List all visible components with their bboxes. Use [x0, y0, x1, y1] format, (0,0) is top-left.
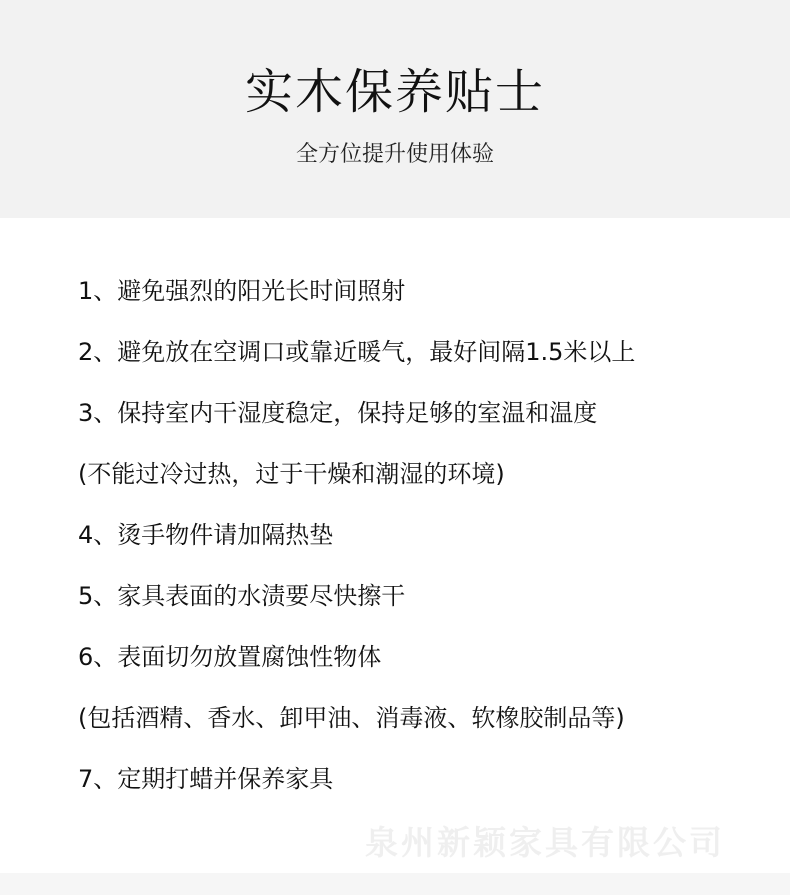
page-title: 实木保养贴士: [244, 64, 545, 120]
tip-item-4: 4、烫手物件请加隔热垫: [78, 521, 334, 549]
tip-item-2: 2、避免放在空调口或靠近暖气，最好间隔1.5米以上: [78, 338, 636, 366]
tip-item-6: 6、表面切勿放置腐蚀性物体: [78, 643, 382, 671]
tip-item-6-note: (包括酒精、香水、卸甲油、消毒液、软橡胶制品等): [78, 704, 625, 732]
tip-item-7: 7、定期打蜡并保养家具: [78, 765, 334, 793]
tip-item-3-note: (不能过冷过热，过于干燥和潮湿的环境): [78, 460, 505, 488]
care-tips-list: [78, 272, 768, 821]
tip-item-1: 1、避免强烈的阳光长时间照射: [78, 277, 406, 305]
company-watermark: 泉州新颖家具有限公司: [365, 823, 725, 862]
header-panel: [0, 0, 790, 218]
page-subtitle: 全方位提升使用体验: [295, 142, 494, 167]
tip-item-3: 3、保持室内干湿度稳定，保持足够的室温和温度: [78, 399, 598, 427]
tip-item-5: 5、家具表面的水渍要尽快擦干: [78, 582, 406, 610]
bottom-band: [0, 873, 790, 895]
